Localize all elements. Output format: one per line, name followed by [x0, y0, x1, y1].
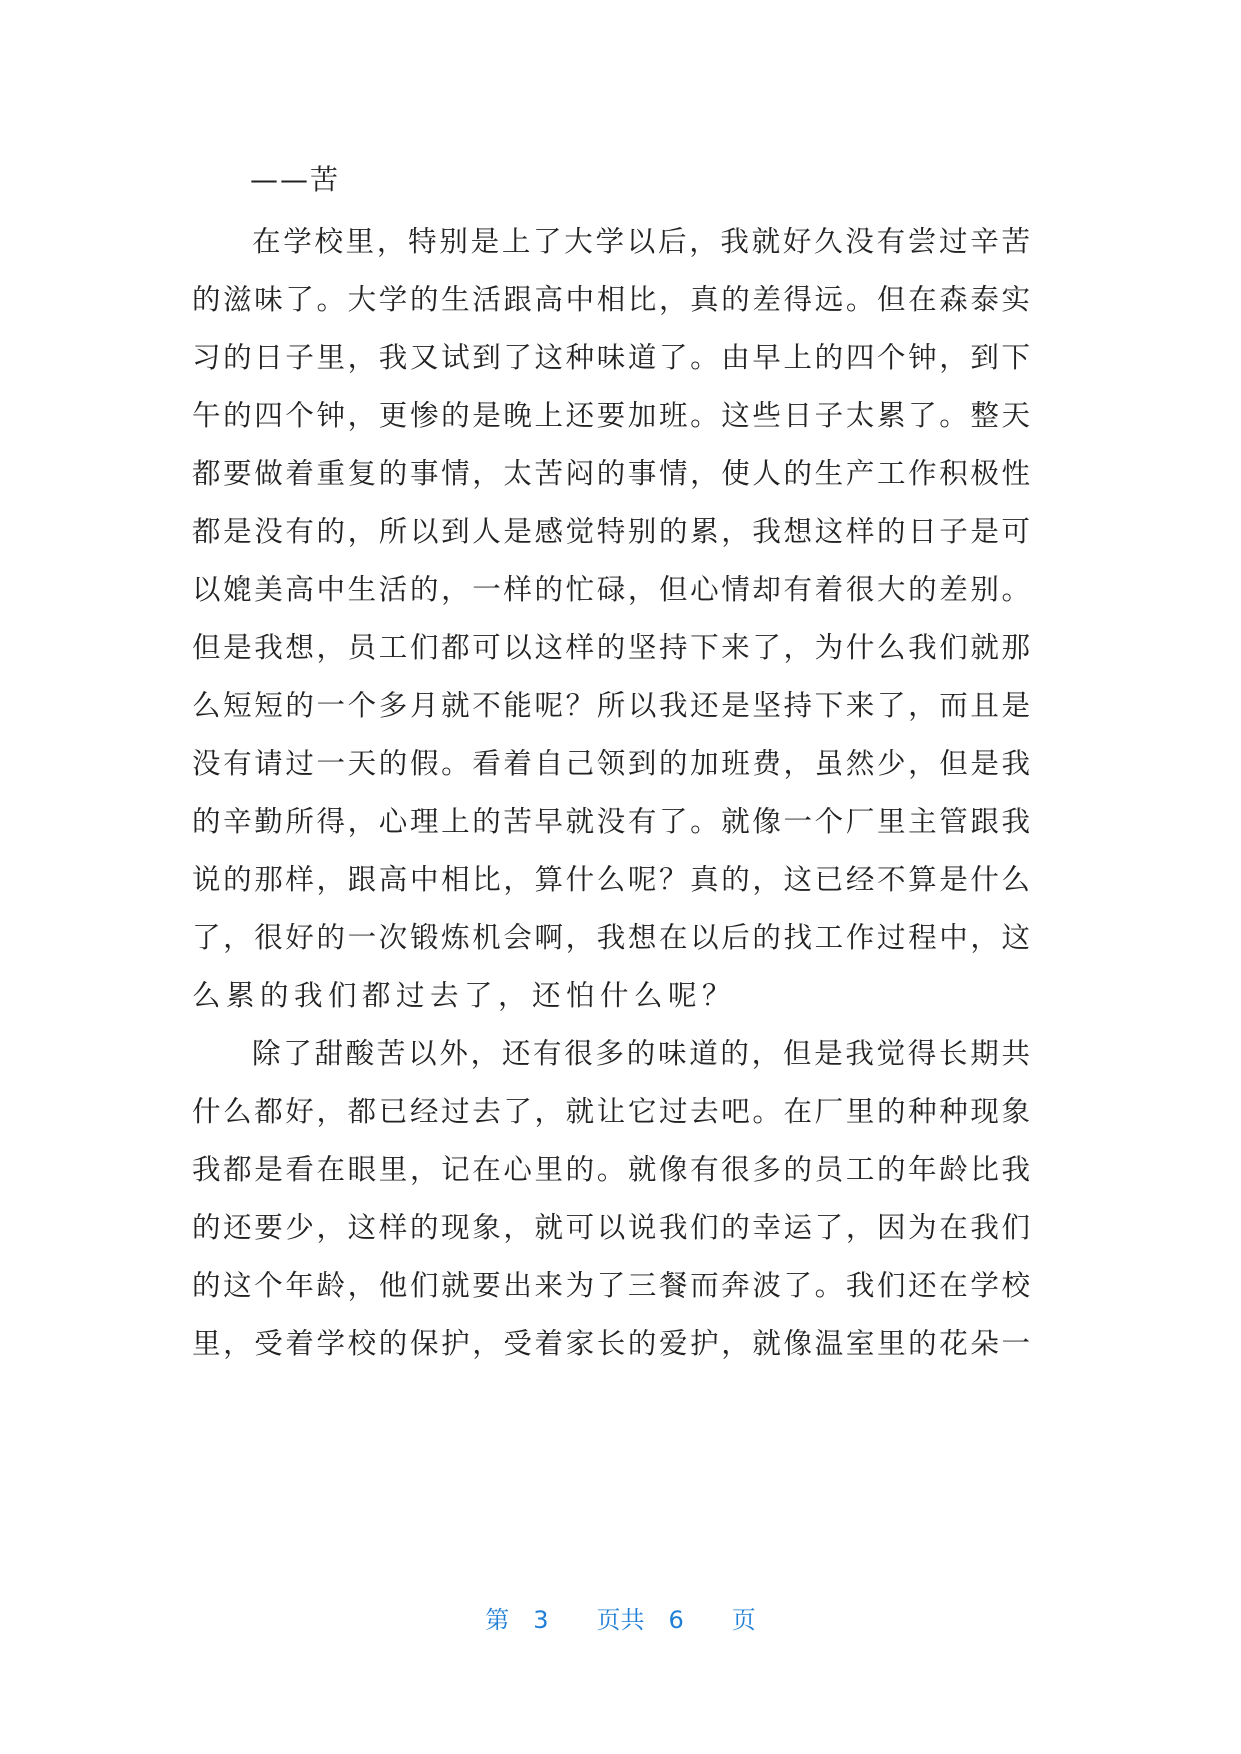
paragraph-line: 午的四个钟，更惨的是晚上还要加班。这些日子太累了。整天 — [192, 399, 1030, 432]
paragraph-line: 说的那样，跟高中相比，算什么呢？真的，这已经不算是什么 — [192, 863, 1030, 896]
paragraph-line: 习的日子里，我又试到了这种味道了。由早上的四个钟，到下 — [192, 341, 1030, 374]
paragraph-line: 除了甜酸苦以外，还有很多的味道的，但是我觉得长期共 — [252, 1037, 1030, 1070]
paragraph-line: 么短短的一个多月就不能呢？所以我还是坚持下来了，而且是 — [192, 689, 1030, 722]
paragraph-line: 在学校里，特别是上了大学以后，我就好久没有尝过辛苦 — [252, 225, 1030, 258]
paragraph-line: 但是我想，员工们都可以这样的坚持下来了，为什么我们就那 — [192, 631, 1030, 664]
paragraph-line: 么累的我们都过去了，还怕什么呢？ — [192, 979, 737, 1012]
footer-label-of: 页共 — [596, 1606, 645, 1634]
paragraph-line: 没有请过一天的假。看着自己领到的加班费，虽然少，但是我 — [192, 747, 1030, 780]
section-heading: ——苦 — [250, 163, 341, 196]
paragraph-line: 的这个年龄，他们就要出来为了三餐而奔波了。我们还在学校 — [192, 1269, 1030, 1302]
paragraph-line: 都要做着重复的事情，太苦闷的事情，使人的生产工作积极性 — [192, 457, 1030, 490]
paragraph-line: 的滋味了。大学的生活跟高中相比，真的差得远。但在森泰实 — [192, 283, 1030, 316]
footer-label-end: 页 — [731, 1606, 756, 1634]
paragraph-line: 了，很好的一次锻炼机会啊，我想在以后的找工作过程中，这 — [192, 921, 1030, 954]
footer-label-page: 第 — [485, 1606, 510, 1634]
paragraph-line: 都是没有的，所以到人是感觉特别的累，我想这样的日子是可 — [192, 515, 1030, 548]
current-page-number: 3 — [533, 1606, 549, 1634]
paragraph-line: 以媲美高中生活的，一样的忙碌，但心情却有着很大的差别。 — [192, 573, 1030, 606]
total-pages-number: 6 — [668, 1606, 684, 1634]
paragraph-line: 什么都好，都已经过去了，就让它过去吧。在厂里的种种现象 — [192, 1095, 1030, 1128]
paragraph-line: 的还要少，这样的现象，就可以说我们的幸运了，因为在我们 — [192, 1211, 1030, 1244]
paragraph-line: 的辛勤所得，心理上的苦早就没有了。就像一个厂里主管跟我 — [192, 805, 1030, 838]
paragraph-line: 我都是看在眼里，记在心里的。就像有很多的员工的年龄比我 — [192, 1153, 1030, 1186]
paragraph-line: 里，受着学校的保护，受着家长的爱护，就像温室里的花朵一 — [192, 1327, 1030, 1360]
page-number-footer — [0, 1604, 1241, 1636]
